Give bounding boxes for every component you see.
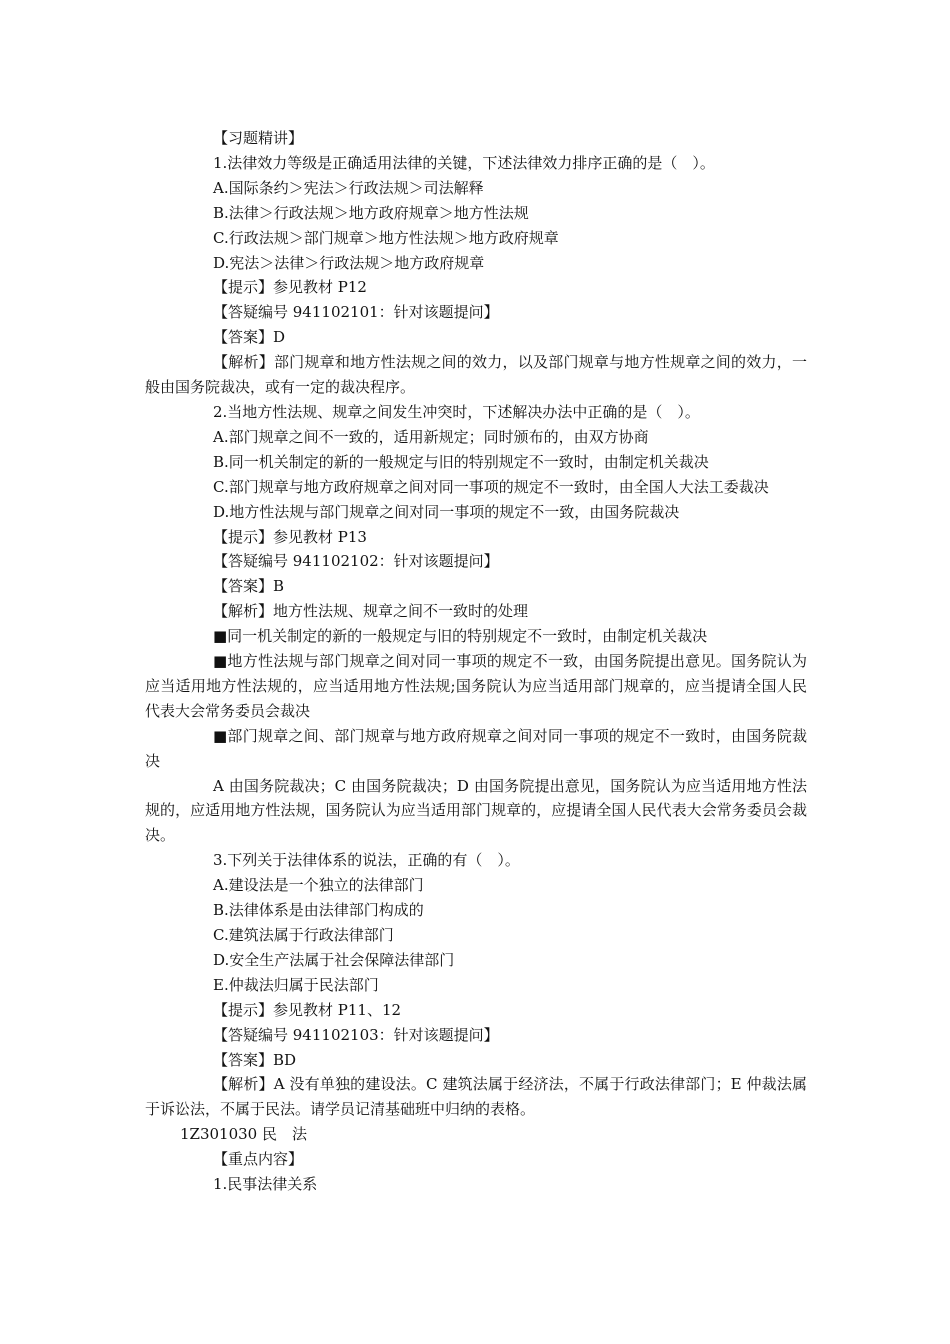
question-2-answer: 【答案】B — [213, 577, 285, 596]
question-1-option-b: B.法律＞行政法规＞地方政府规章＞地方性法规 — [213, 203, 529, 222]
question-1-explanation: 【解析】部门规章和地方性法规之间的效力，以及部门规章与地方性规章之间的效力，一般由国务院裁决，或有一定的裁决程序。 — [145, 353, 807, 397]
question-3-hint: 【提示】参见教材 P11、12 — [213, 1000, 402, 1019]
question-2-qa-id: 【答疑编号 941102102：针对该题提问】 — [213, 552, 499, 571]
question-2-option-b: B.同一机关制定的新的一般规定与旧的特别规定不一致时，由制定机关裁决 — [213, 452, 709, 471]
question-3: 3.下列关于法律体系的说法，正确的有（ ）。 — [213, 851, 520, 870]
question-2-explanation: 【解析】地方性法规、规章之间不一致时的处理 — [213, 602, 529, 621]
question-2-option-a: A.部门规章之间不一致的，适用新规定；同时颁布的，由双方协商 — [213, 427, 649, 446]
question-3-explanation: 【解析】A 没有单独的建设法。C 建筑法属于经济法，不属于行政法律部门；E 仲裁法属于诉讼法，不属于民法。请学员记清基础班中归纳的表格。 — [145, 1075, 807, 1119]
question-2: 2.当地方性法规、规章之间发生冲突时，下述解决办法中正确的是（ ）。 — [213, 402, 700, 421]
question-1-option-a: A.国际条约＞宪法＞行政法规＞司法解释 — [213, 178, 484, 197]
question-2-option-d: D.地方性法规与部门规章之间对同一事项的规定不一致，由国务院裁决 — [213, 502, 680, 521]
question-1: 1.法律效力等级是正确适用法律的关键，下述法律效力排序正确的是（ ）。 — [213, 153, 715, 172]
question-3-answer: 【答案】BD — [213, 1050, 297, 1069]
document-body — [145, 126, 807, 1197]
question-3-option-b: B.法律体系是由法律部门构成的 — [213, 901, 424, 920]
question-3-qa-id: 【答疑编号 941102103：针对该题提问】 — [213, 1025, 499, 1044]
question-1-option-d: D.宪法＞法律＞行政法规＞地方政府规章 — [213, 253, 485, 272]
question-3-option-a: A.建设法是一个独立的法律部门 — [213, 876, 424, 895]
explanation-bullet-2: ■地方性法规与部门规章之间对同一事项的规定不一致，由国务院提出意见。国务院认为应当适用地方性法规的，应当适用地方性法规;国务院认为应当适用部门规章的，应当提请全国人民代表大会常务委员会裁决 — [145, 652, 807, 720]
question-2-option-c: C.部门规章与地方政府规章之间对同一事项的规定不一致时，由全国人大法工委裁决 — [213, 477, 769, 496]
question-2-hint: 【提示】参见教材 P13 — [213, 527, 367, 546]
section-heading-exercises: 【习题精讲】 — [213, 129, 304, 147]
question-3-option-c: C.建筑法属于行政法律部门 — [213, 926, 394, 944]
explanation-bullet-1: ■同一机关制定的新的一般规定与旧的特别规定不一致时，由制定机关裁决 — [213, 627, 708, 646]
question-1-qa-id: 【答疑编号 941102101：针对该题提问】 — [213, 303, 499, 322]
key-content-item-1: 1.民事法律关系 — [213, 1175, 318, 1194]
question-3-option-d: D.安全生产法属于社会保障法律部门 — [213, 950, 455, 969]
explanation-summary: A 由国务院裁决；C 由国务院裁决；D 由国务院提出意见，国务院认为应当适用地方性法规的，应适用地方性法规，国务院认为应当适用部门规章的，应提请全国人民代表大会常务委员会裁决。 — [145, 776, 807, 845]
question-1-answer: 【答案】D — [213, 328, 286, 347]
chapter-heading: 1Z301030 民 法 — [180, 1125, 307, 1144]
question-3-option-e: E.仲裁法归属于民法部门 — [213, 975, 379, 994]
question-1-option-c: C.行政法规＞部门规章＞地方性法规＞地方政府规章 — [213, 228, 559, 247]
explanation-bullet-3: ■部门规章之间、部门规章与地方政府规章之间对同一事项的规定不一致时，由国务院裁决 — [145, 726, 807, 770]
key-content-heading: 【重点内容】 — [213, 1150, 304, 1169]
question-1-hint: 【提示】参见教材 P12 — [213, 278, 367, 297]
